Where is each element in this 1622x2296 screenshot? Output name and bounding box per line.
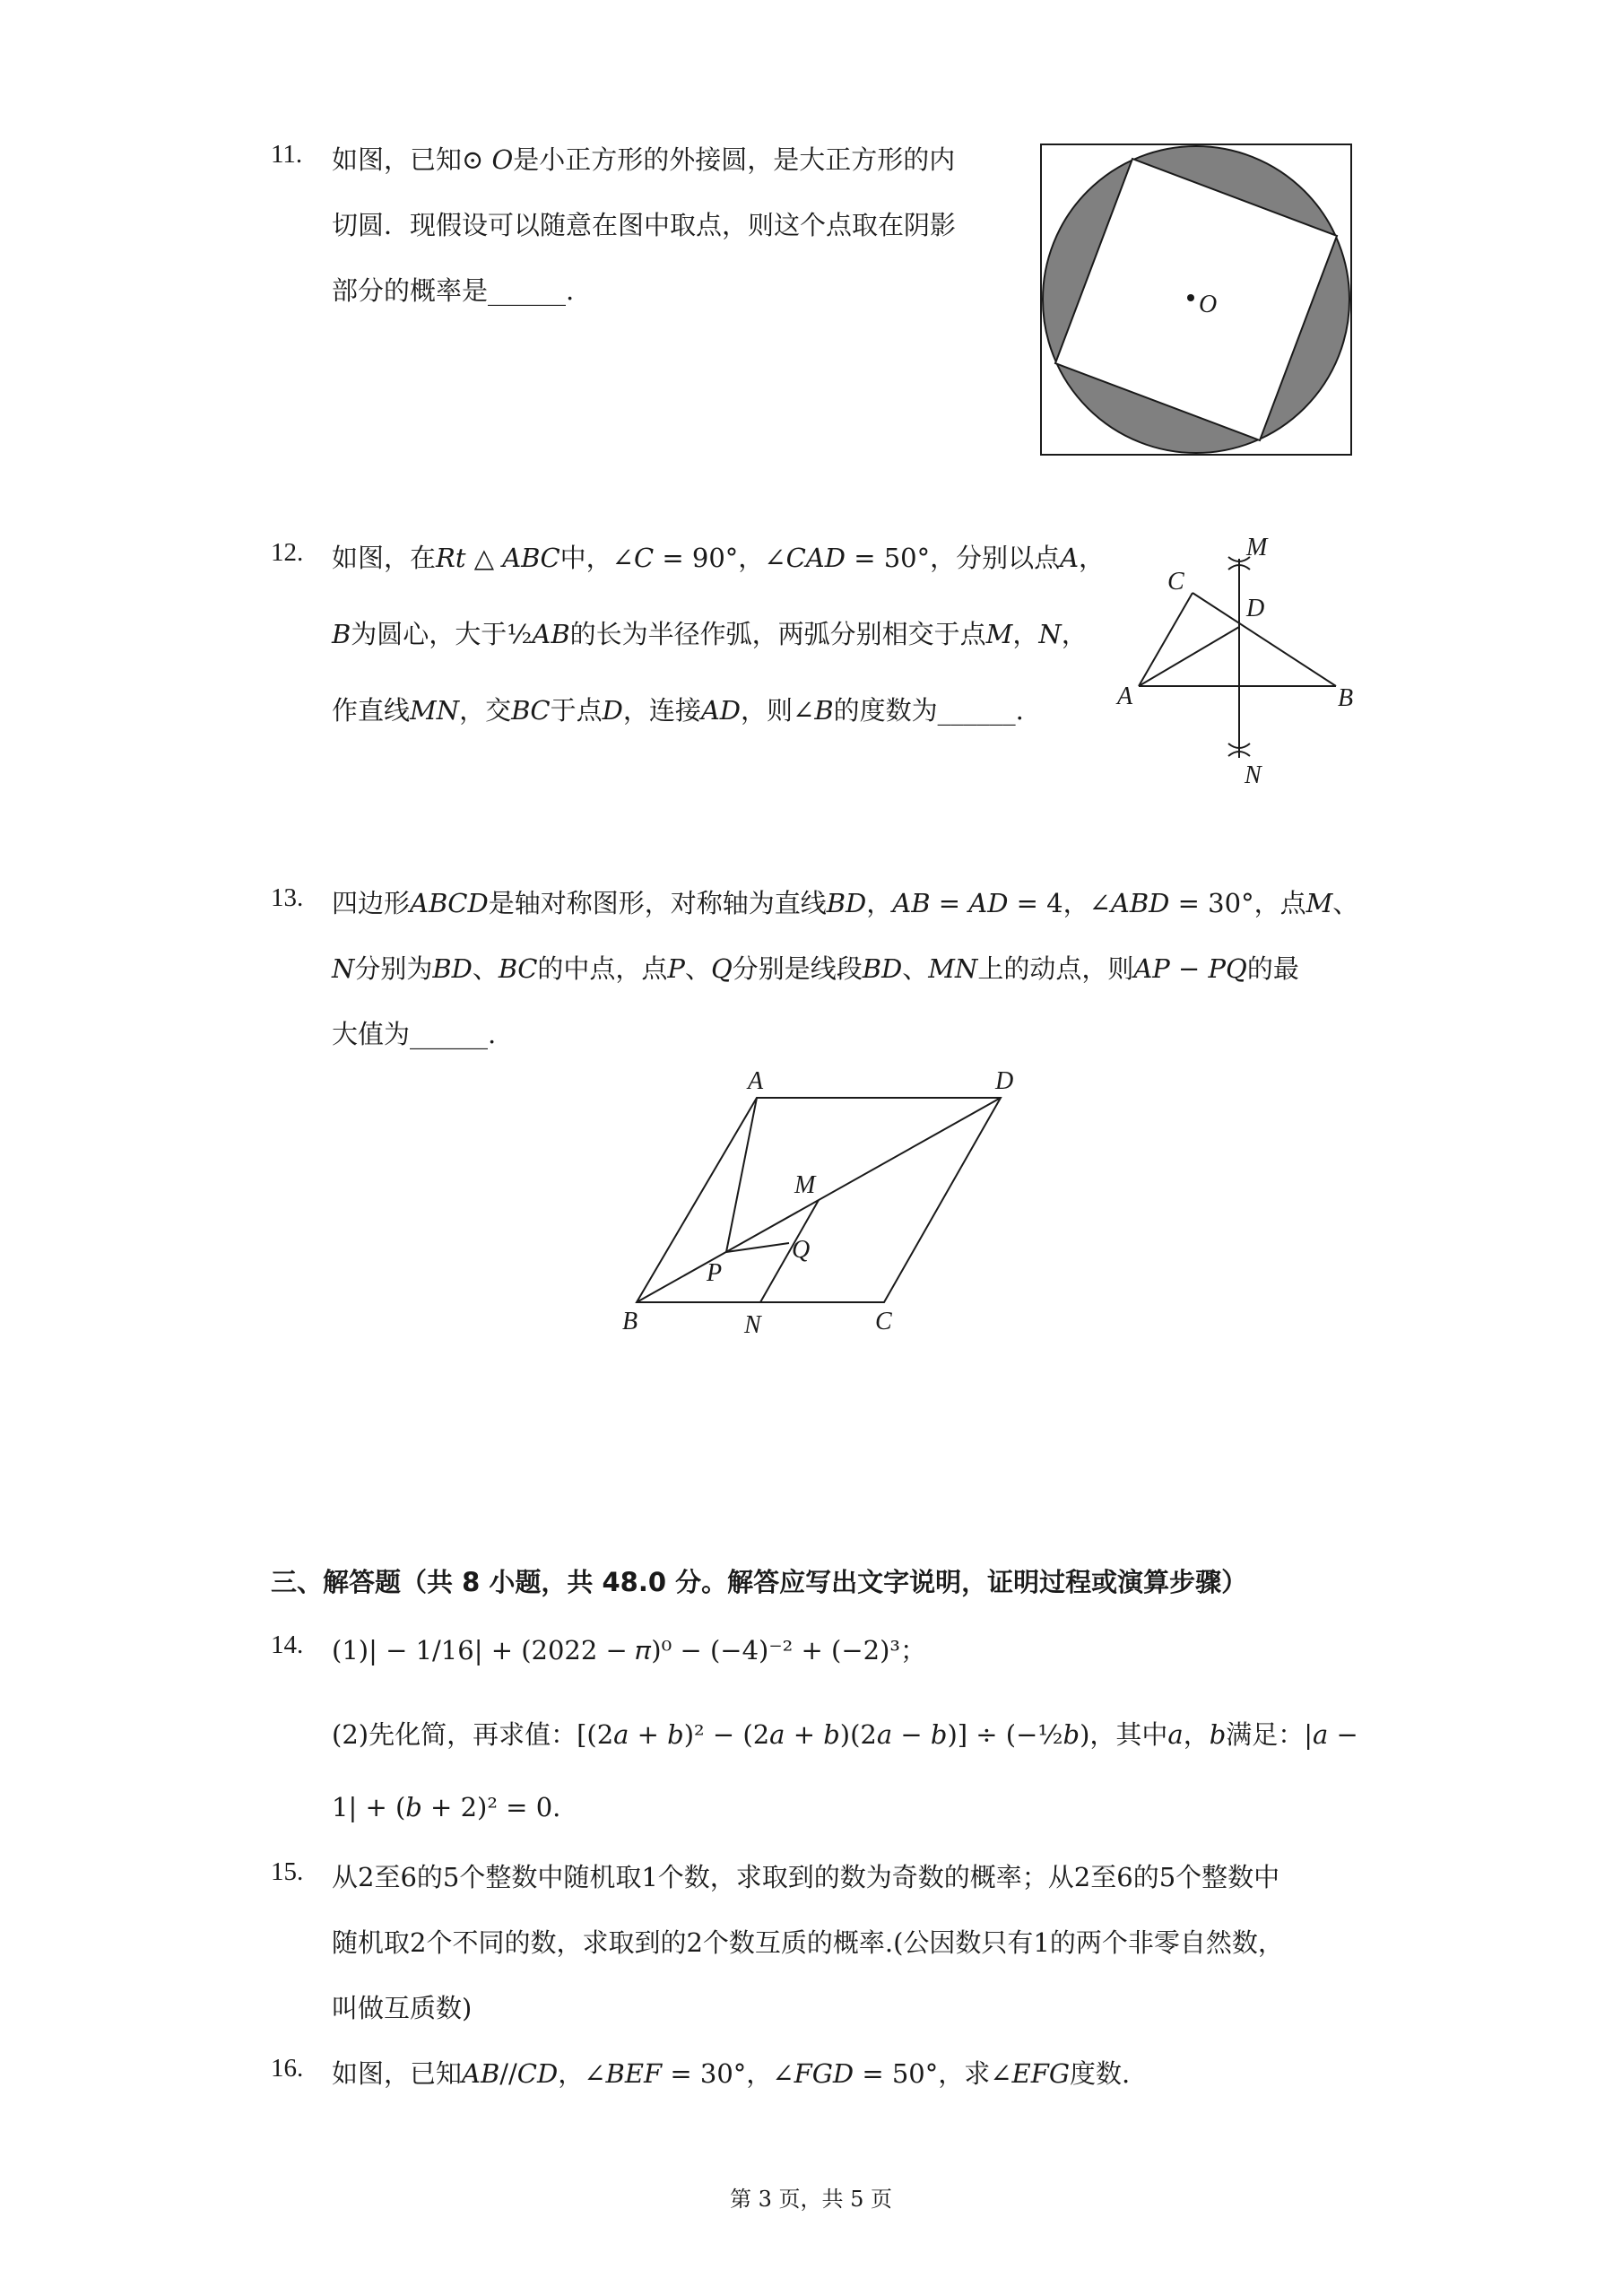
- label-p: P: [707, 1259, 723, 1287]
- q15-line-3: 叫做互质数): [332, 1993, 473, 2023]
- q12-line-2: 𝐵为圆心，大于½𝐴𝐵的长为半径作弧，两弧分别相交于点𝑀，𝑁，: [332, 619, 1088, 649]
- q13-line-3: 大值为______.: [332, 1019, 497, 1049]
- q12-figure: [1112, 534, 1363, 794]
- q14-number: 14.: [271, 1631, 304, 1659]
- page-footer: 第 3 页，共 5 页: [729, 2187, 893, 2212]
- q16-line-1: 如图，已知𝐴𝐵//𝐶𝐷，∠𝐵𝐸𝐹 = 30°，∠𝐹𝐺𝐷 = 50°，求∠𝐸𝐹𝐺度数.: [332, 2058, 1131, 2089]
- label-d: D: [1246, 595, 1265, 622]
- label-c: C: [875, 1308, 892, 1335]
- label-m: M: [794, 1171, 816, 1199]
- label-q: Q: [792, 1236, 811, 1264]
- q12-number: 12.: [271, 538, 304, 567]
- q12-line-3: 作直线𝑀𝑁，交𝐵𝐶于点𝐷，连接𝐴𝐷，则∠𝐵的度数为______.: [332, 695, 1024, 726]
- q14-line-1: (1)| − 1/16| + (2022 − 𝜋)⁰ − (−4)⁻² + (−2)³；: [332, 1635, 927, 1665]
- q13-number: 13.: [271, 883, 304, 912]
- section-3-title: 三、解答题（共 8 小题，共 48.0 分。解答应写出文字说明，证明过程或演算步骤）: [271, 1567, 1248, 1597]
- q11-line-3: 部分的概率是______.: [332, 275, 575, 306]
- q13-line-1: 四边形𝐴𝐵𝐶𝐷是轴对称图形，对称轴为直线𝐵𝐷，𝐴𝐵 = 𝐴𝐷 = 4，∠𝐴𝐵𝐷 = 30°，点𝑀、: [332, 888, 1359, 918]
- q11-line-1: 如图，已知⊙ 𝑂是小正方形的外接圆，是大正方形的内: [332, 144, 956, 175]
- label-d: D: [995, 1067, 1014, 1095]
- label-b: B: [622, 1308, 638, 1335]
- q15-line-1: 从2至6的5个整数中随机取1个数，求取到的数为奇数的概率；从2至6的5个整数中: [332, 1862, 1280, 1892]
- label-b: B: [1338, 684, 1354, 712]
- label-c: C: [1167, 568, 1184, 596]
- q11-line-2: 切圆．现假设可以随意在图中取点，则这个点取在阴影: [332, 210, 957, 240]
- q13-figure: [610, 1058, 1031, 1345]
- q14-line-3: 1| + (𝑏 + 2)² = 0.: [332, 1792, 561, 1822]
- q13-line-2: 𝑁分别为𝐵𝐷、𝐵𝐶的中点，点𝑃、𝑄分别是线段𝐵𝐷、𝑀𝑁上的动点，则𝐴𝑃 − 𝑃𝑄的最: [332, 953, 1299, 984]
- q14-line-2: (2)先化简，再求值：[(2𝑎 + 𝑏)² − (2𝑎 + 𝑏)(2𝑎 − 𝑏)] ÷ (−½𝑏)，其中𝑎，𝑏满足：|𝑎 −: [332, 1719, 1358, 1750]
- q12-line-1: 如图，在𝑅𝑡 △ 𝐴𝐵𝐶中，∠𝐶 = 90°，∠𝐶𝐴𝐷 = 50°，分别以点𝐴，: [332, 543, 1106, 573]
- label-o: O: [1199, 291, 1218, 318]
- q16-number: 16.: [271, 2054, 304, 2083]
- label-a: A: [1117, 683, 1133, 710]
- q15-line-2: 随机取2个不同的数，求取到的2个数互质的概率.(公因数只有1的两个非零自然数，: [332, 1927, 1284, 1958]
- q11-figure: [1040, 144, 1352, 456]
- label-m: M: [1246, 534, 1268, 561]
- label-a: A: [748, 1067, 764, 1095]
- label-n: N: [1245, 761, 1262, 789]
- label-n: N: [744, 1311, 761, 1339]
- center-point: [1187, 294, 1194, 301]
- q15-number: 15.: [271, 1857, 304, 1886]
- q11-number: 11.: [271, 140, 303, 169]
